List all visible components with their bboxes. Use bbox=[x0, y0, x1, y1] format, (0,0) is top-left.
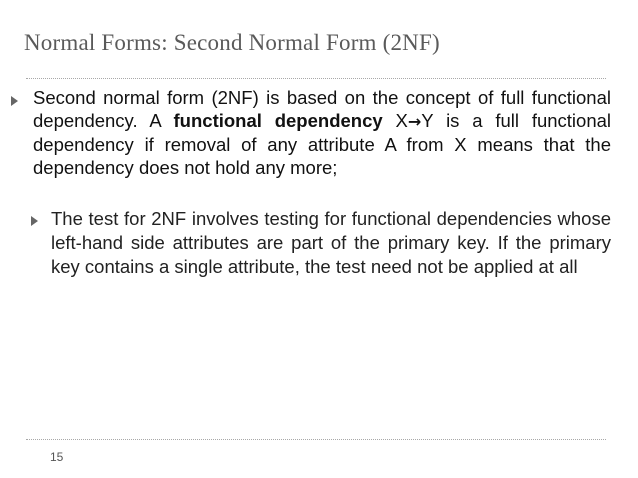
page-number: 15 bbox=[50, 450, 64, 464]
fd-left-side: X bbox=[382, 110, 408, 131]
title-divider bbox=[26, 78, 606, 79]
bullet-1-text-rest: Y is a full functional dependency if removal of any attribute A from X means that the dependency does not hold any more; bbox=[33, 110, 612, 178]
slide-title: Normal Forms: Second Normal Form (2NF) bbox=[24, 30, 440, 55]
bullet-paragraph-1 bbox=[33, 86, 611, 179]
triangle-bullet-icon bbox=[11, 96, 18, 106]
triangle-bullet-icon bbox=[31, 216, 38, 226]
bullet-paragraph-2: The test for 2NF involves testing for functional dependencies whose left-hand side attributes are part of the primary key. If the primary key contains a single attribute, the test need not be applied at all bbox=[51, 208, 611, 277]
right-arrow-icon: → bbox=[407, 112, 422, 131]
footer-divider bbox=[26, 439, 606, 440]
bullet-1-text-intro: Second normal form (2NF) is based on the concept of full functional dependency. A bbox=[33, 87, 611, 131]
bullet-1-bold-term: functional dependency bbox=[173, 110, 383, 131]
